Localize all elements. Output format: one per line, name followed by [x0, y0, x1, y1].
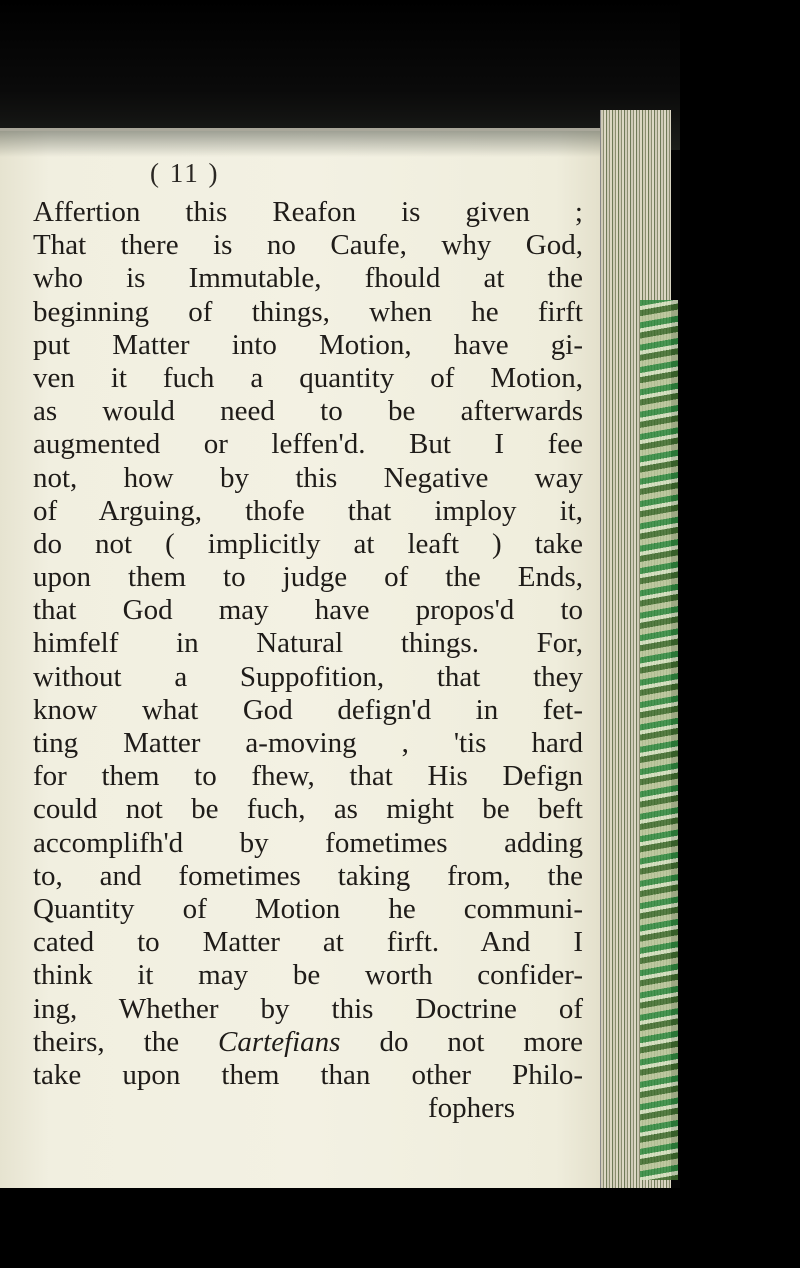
text-line: know what God defign'd in fet- [33, 693, 583, 726]
text-line: of Arguing, thofe that imploy it, [33, 494, 583, 527]
text-line: upon them to judge of the Ends, [33, 561, 583, 594]
text-line: think it may be worth confider- [33, 959, 583, 992]
italic-term: Cartefians [218, 1025, 341, 1058]
text-line: as would need to be afterwards [33, 395, 583, 428]
text-line: accomplifh'd by fometimes adding [33, 826, 583, 859]
page-text [33, 196, 583, 1125]
text-line: not, how by this Negative way [33, 461, 583, 494]
text-line: augmented or leffen'd. But I fee [33, 428, 583, 461]
text-fragment: theirs, the [33, 1025, 180, 1058]
text-line: for them to fhew, that His Defign [33, 760, 583, 793]
bottom-background [0, 1188, 800, 1268]
text-line: ven it fuch a quantity of Motion, [33, 361, 583, 394]
text-line: that God may have propos'd to [33, 594, 583, 627]
marbled-edge [640, 300, 678, 1180]
text-line: himfelf in Natural things. For, [33, 627, 583, 660]
text-line: do not ( implicitly at leaft ) take [33, 527, 583, 560]
text-line: cated to Matter at firft. And I [33, 926, 583, 959]
text-line: That there is no Caufe, why God, [33, 229, 583, 262]
text-fragment: do not more [379, 1025, 583, 1058]
text-line: take upon them than other Philo- [33, 1058, 583, 1091]
text-line: ting Matter a-moving , 'tis hard [33, 727, 583, 759]
text-line: Quantity of Motion he communi- [33, 892, 583, 925]
text-line [33, 1026, 583, 1059]
text-line: to, and fometimes taking from, the [33, 859, 583, 892]
text-line: Affertion this Reafon is given ; [33, 196, 583, 228]
text-line: ing, Whether by this Doctrine of [33, 992, 583, 1025]
text-line: who is Immutable, fhould at the [33, 262, 583, 295]
right-background [680, 0, 800, 1268]
catchword: fophers [428, 1092, 515, 1125]
text-line: put Matter into Motion, have gi- [33, 328, 583, 361]
text-line: could not be fuch, as might be beft [33, 793, 583, 826]
page-number: ( 11 ) [150, 158, 220, 188]
text-line: beginning of things, when he firft [33, 295, 583, 328]
text-line: without a Suppofition, that they [33, 660, 583, 693]
